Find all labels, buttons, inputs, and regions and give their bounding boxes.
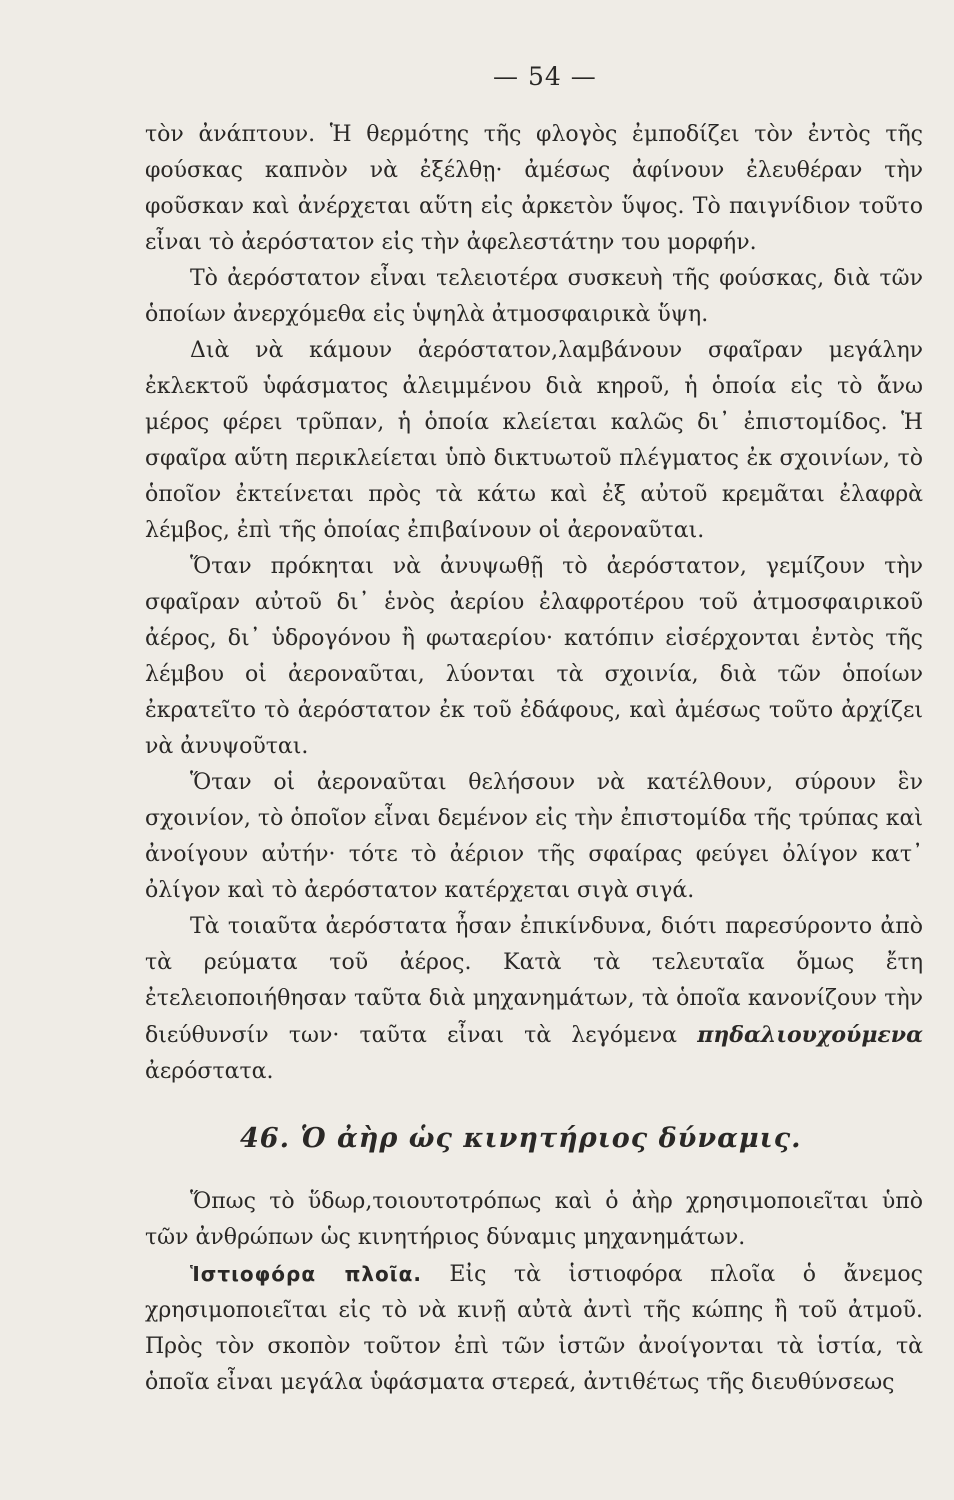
- paragraph-2: Τὸ ἀερόστατον εἶναι τελειοτέρα συσκευὴ τῆς φούσκας, διὰ τῶν ὁποίων ἀνερχόμεθα εἰς ὑψηλὰ ἀτμοσφαιρικὰ ὕψη.: [145, 266, 923, 327]
- paragraph-3: Διὰ νὰ κάμουν ἀερόστατον,λαμβάνουν σφαῖραν μεγάλην ἐκλεκτοῦ ὑφάσματος ἀλειμμένου διὰ κηροῦ, ἡ ὁποία εἰς τὸ ἄνω μέρος φέρει τρῦπαν, ἡ ὁποία κλείεται καλῶς δι᾿ ἐπιστομίδος. Ἡ σφαῖρα αὕτη περικλείεται ὑπὸ δικτυωτοῦ πλέγματος ἐκ σχοινίων, τὸ ὁποῖον ἐκτείνεται πρὸς τὰ κάτω καὶ ἐξ αὐτοῦ κρεμᾶται ἐλαφρὰ λέμβος, ἐπὶ τῆς ὁποίας ἐπιβαίνουν οἱ ἀεροναῦται.: [145, 338, 923, 543]
- paragraph-8: [145, 1256, 923, 1401]
- paragraph-6: [145, 909, 923, 1090]
- paragraph-8-text: Εἰς τὰ ἱστιοφόρα πλοῖα ὁ ἄνεμος χρησιμοποιεῖται εἰς τὸ νὰ κινῇ αὐτὰ ἀντὶ τῆς κώπης ἢ τοῦ ἀτμοῦ. Πρὸς τὸν σκοπὸν τοῦτον ἐπὶ τῶν ἱστῶν ἀνοίγονται τὰ ἱστία, τὰ ὁποῖα εἶναι μεγάλα ὑφάσματα στερεά, ἀντιθέτως τῆς διευθύνσεως: [145, 1262, 923, 1395]
- emphasized-term: πηδαλιουχούμενα: [697, 1022, 923, 1048]
- paragraph-1: τὸν ἀνάπτουν. Ἡ θερμότης τῆς φλογὸς ἐμποδίζει τὸν ἐντὸς τῆς φούσκας καπνὸν νὰ ἐξέλθῃ· ἀμέσως ἀφίνουν ἐλευθέραν τὴν φοῦσκαν καὶ ἀνέρχεται αὕτη εἰς ἀρκετὸν ὕψος. Τὸ παιγνίδιον τοῦτο εἶναι τὸ ἀερόστατον εἰς τὴν ἀφελεστάτην του μορφήν.: [145, 122, 923, 255]
- paragraph-5: Ὅταν οἱ ἀεροναῦται θελήσουν νὰ κατέλθουν, σύρουν ἓν σχοινίον, τὸ ὁποῖον εἶναι δεμένον εἰς τὴν ἐπιστομίδα τῆς τρύπας καὶ ἀνοίγουν αὐτήν· τότε τὸ ἀέριον τῆς σφαίρας φεύγει ὀλίγον κατ᾿ ὀλίγον καὶ τὸ ἀερόστατον κατέρχεται σιγὰ σιγά.: [145, 770, 923, 903]
- paragraph-6-text-end: ἀερόστατα.: [145, 1059, 274, 1084]
- page-number: — 54 —: [493, 62, 597, 91]
- paragraph-4: Ὅταν πρόκηται νὰ ἀνυψωθῇ τὸ ἀερόστατον, γεμίζουν τὴν σφαῖραν αὐτοῦ δι᾿ ἑνὸς ἀερίου ἐλαφροτέρου τοῦ ἀτμοσφαιρικοῦ ἀέρος, δι᾿ ὑδρογόνου ἢ φωταερίου· κατόπιν εἰσέρχονται ἐντὸς τῆς λέμβου οἱ ἀεροναῦται, λύονται τὰ σχοινία, διὰ τῶν ὁποίων ἐκρατεῖτο τὸ ἀερόστατον ἐκ τοῦ ἐδάφους, καὶ ἀμέσως τοῦτο ἀρχίζει νὰ ἀνυψοῦται.: [145, 554, 923, 759]
- paragraph-6-text-start: Τὰ τοιαῦτα ἀερόστατα ἦσαν ἐπικίνδυνα, διότι παρεσύροντο ἀπὸ τὰ ρεύματα τοῦ ἀέρος. Κατὰ τὰ τελευταῖα ὅμως ἔτη ἐτελειοποιήθησαν ταῦτα διὰ μηχανημάτων, τὰ ὁποῖα κανονίζουν τὴν διεύθυνσίν των· ταῦτα εἶναι τὰ λεγόμενα: [145, 914, 923, 1048]
- paragraph-7: Ὅπως τὸ ὕδωρ,τοιουτοτρόπως καὶ ὁ ἀὴρ χρησιμοποιεῖται ὑπὸ τῶν ἀνθρώπων ὡς κινητήριος δύναμις μηχανημάτων.: [145, 1189, 923, 1250]
- body-text: [145, 117, 923, 1401]
- run-in-heading: Ἱστιοφόρα πλοῖα.: [190, 1262, 422, 1286]
- section-heading: 46. Ὁ ἀὴρ ὡς κινητήριος δύναμις.: [240, 1123, 802, 1154]
- book-page: [145, 62, 923, 1482]
